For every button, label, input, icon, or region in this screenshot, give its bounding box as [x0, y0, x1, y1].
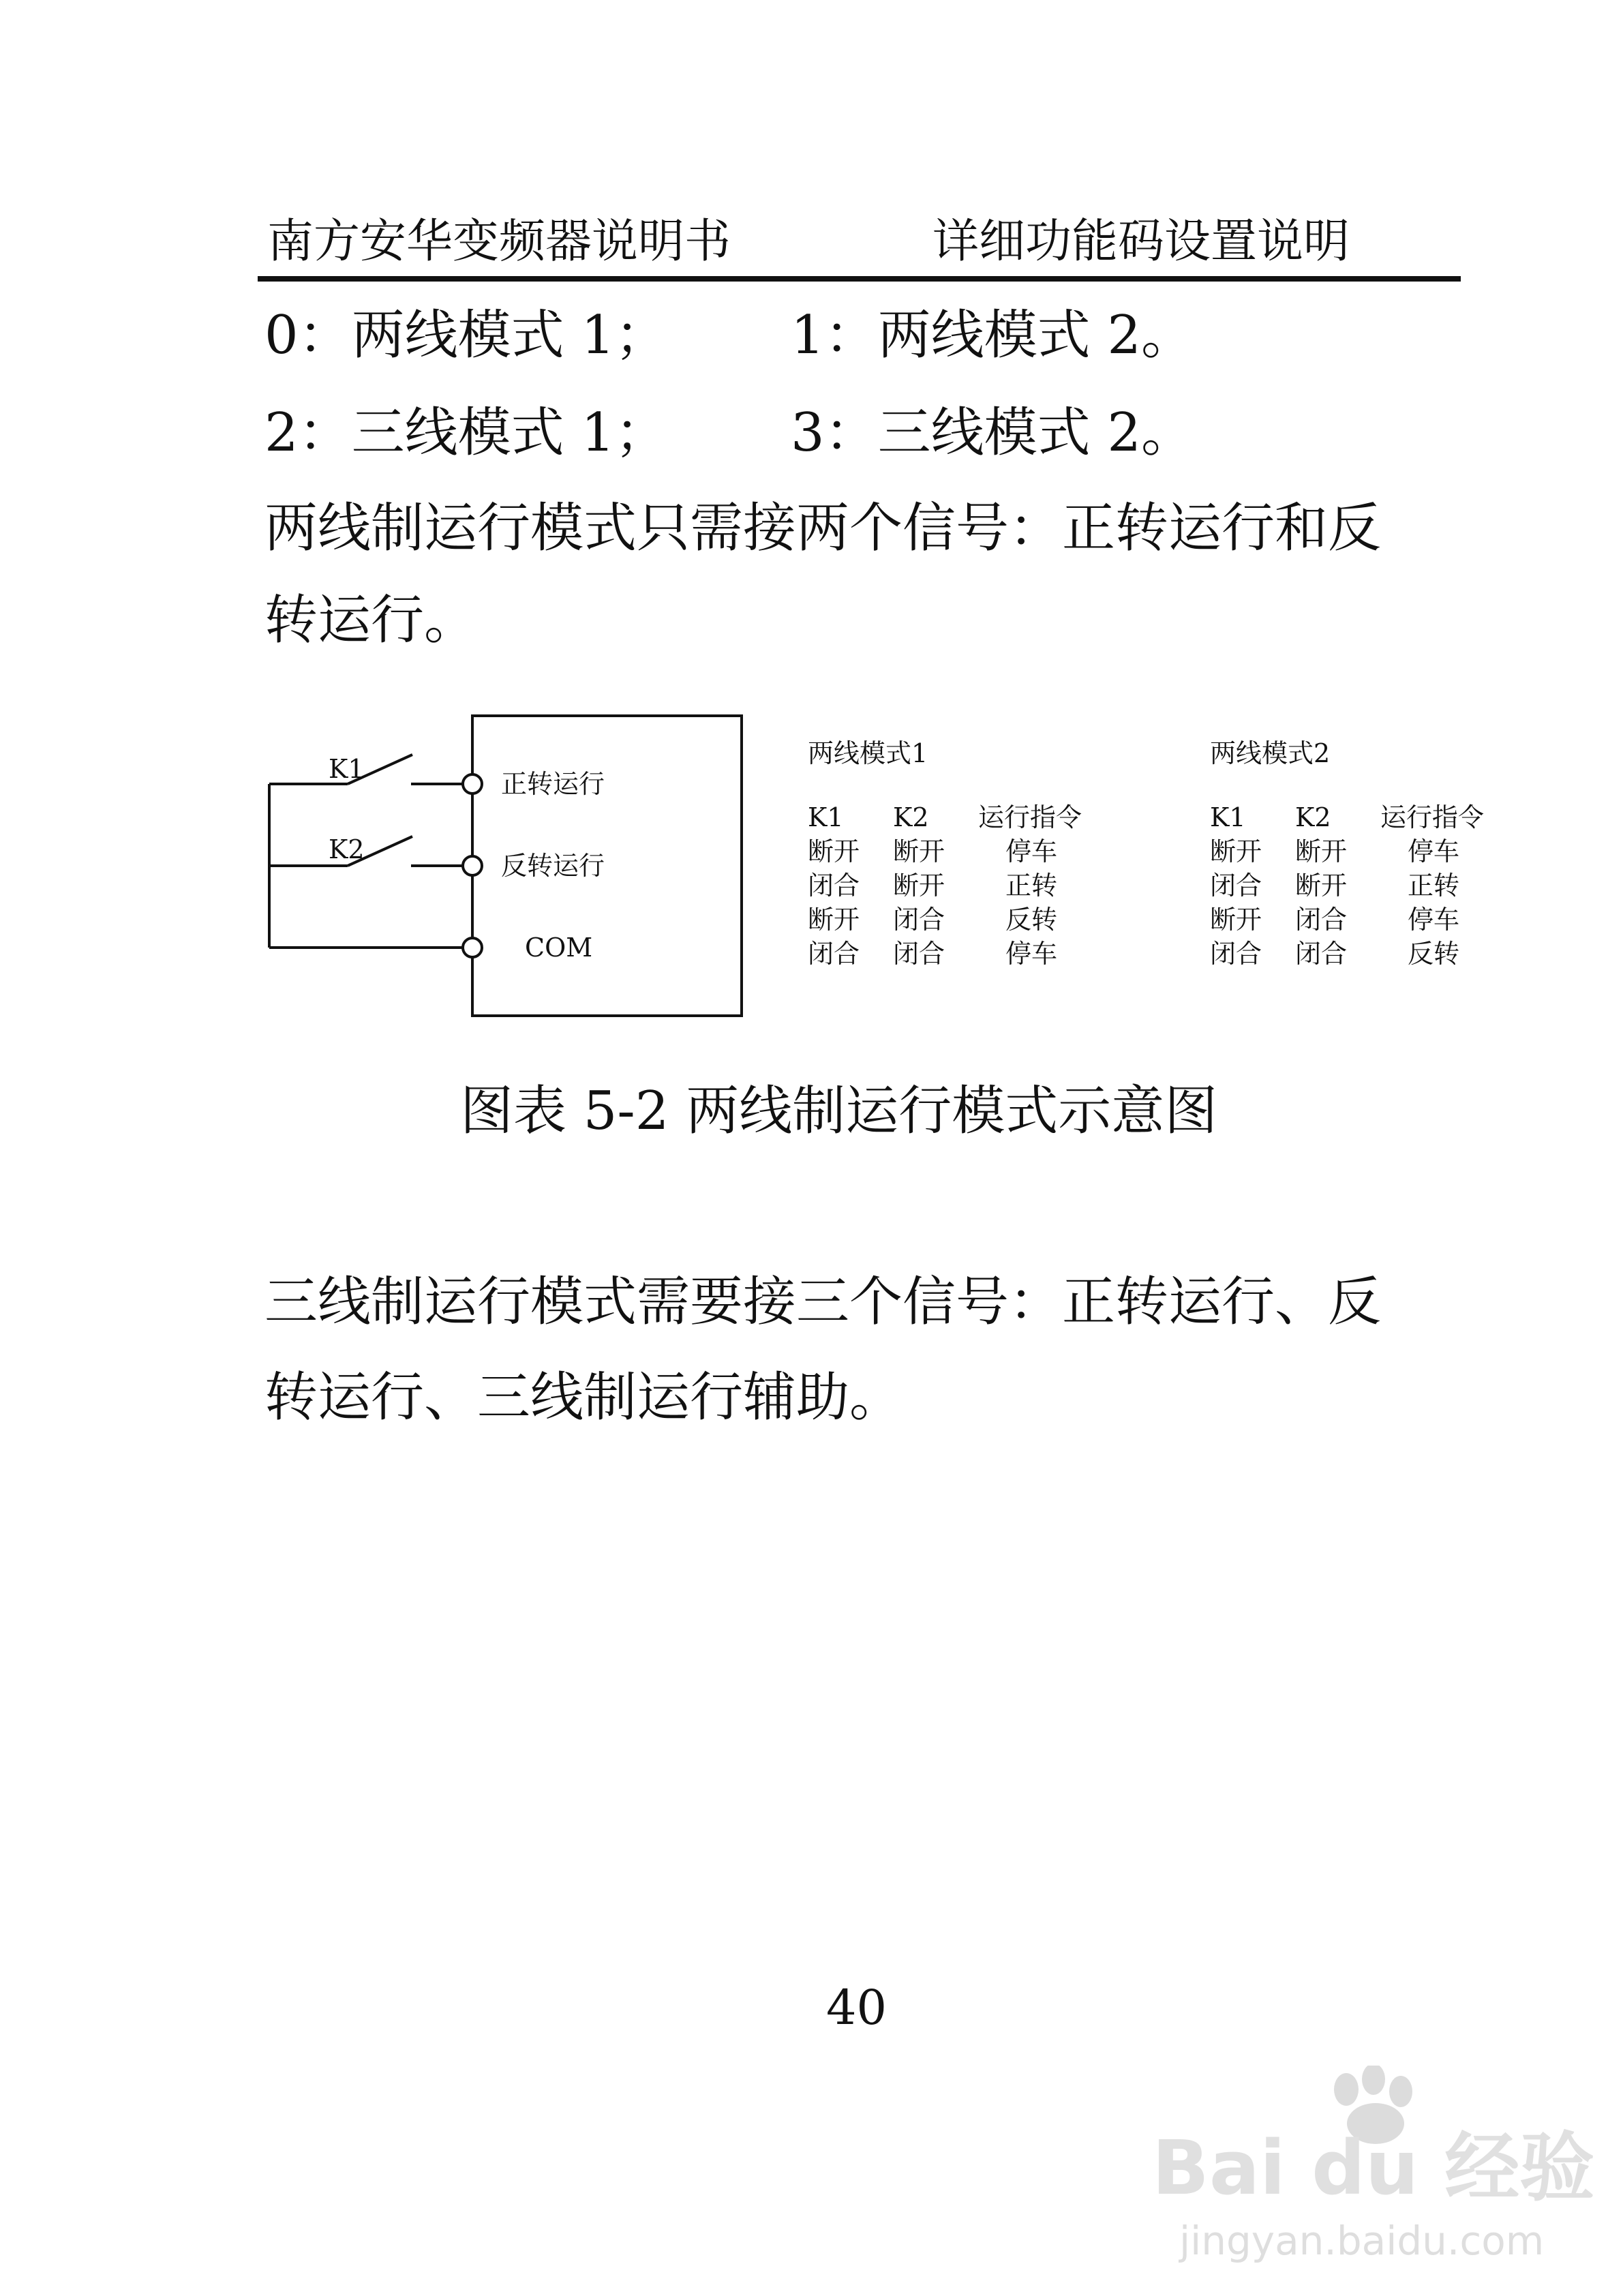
header-right-title: 详细功能码设置说明 — [932, 215, 1350, 269]
table-row — [808, 937, 1128, 971]
terminal-com-label: COM — [525, 933, 593, 963]
figure-caption: 图表 5-2 两线制运行模式示意图 — [460, 1081, 1218, 1142]
switch-k2-label: K2 — [329, 834, 365, 864]
table-cell: 闭合 — [1210, 939, 1262, 969]
table-cell: 断开 — [808, 836, 860, 866]
table-cell: 闭合 — [1295, 939, 1348, 969]
baidu-watermark — [1152, 2066, 1595, 2270]
table-row — [808, 903, 1128, 937]
table-row — [1210, 937, 1530, 971]
table-header-cell: 运行指令 — [1380, 802, 1485, 832]
header-left-title: 南方安华变频器说明书 — [267, 215, 731, 269]
table-row — [1210, 834, 1530, 868]
table-cell: 闭合 — [1210, 871, 1262, 901]
table-cell: 断开 — [1295, 871, 1348, 901]
table-row — [1210, 868, 1530, 903]
table-cell: 断开 — [1210, 905, 1262, 935]
table-cell: 断开 — [1295, 836, 1348, 866]
table-cell: 闭合 — [1295, 905, 1348, 935]
option-1: 1：两线模式 2。 — [791, 305, 1195, 366]
table-row — [808, 834, 1128, 868]
table-row — [1210, 903, 1530, 937]
mode-table-2-title: 两线模式2 — [1210, 738, 1331, 768]
table-cell: 反转 — [1408, 939, 1460, 969]
table-header-cell: 运行指令 — [978, 802, 1082, 832]
mode-table-1-title: 两线模式1 — [808, 738, 928, 768]
table-cell: 闭合 — [893, 939, 945, 969]
paragraph1-line1: 两线制运行模式只需接两个信号：正转运行和反 — [264, 498, 1382, 559]
paragraph2-line2: 转运行、三线制运行辅助。 — [264, 1367, 903, 1428]
table-header-cell: K2 — [893, 802, 929, 832]
watermark-logo-text: Bai du 经验 — [1152, 2124, 1595, 2211]
table-header-cell: K2 — [1295, 802, 1331, 832]
terminal-com-dot — [463, 938, 482, 957]
table-cell: 断开 — [893, 871, 945, 901]
terminal-forward-dot — [463, 774, 482, 794]
table-cell: 闭合 — [808, 939, 860, 969]
table-header-cell: K1 — [1210, 802, 1246, 832]
table-cell: 正转 — [1005, 871, 1058, 901]
terminal-reverse-dot — [463, 856, 482, 875]
mode-table-2 — [1210, 736, 1530, 971]
paragraph1-line2: 转运行。 — [264, 590, 478, 651]
table-cell: 停车 — [1408, 836, 1460, 866]
mode-table-2-header-row — [1210, 800, 1530, 834]
table-cell: 断开 — [1210, 836, 1262, 866]
switch-k1-label: K1 — [329, 754, 365, 784]
mode-table-1 — [808, 736, 1128, 971]
page-number: 40 — [826, 1980, 888, 2036]
table-cell: 停车 — [1005, 836, 1058, 866]
table-row — [808, 868, 1128, 903]
table-cell: 停车 — [1005, 939, 1058, 969]
option-0: 0：两线模式 1； — [264, 305, 669, 366]
terminal-forward-label: 正转运行 — [501, 769, 605, 799]
paragraph2-line1: 三线制运行模式需要接三个信号：正转运行、反 — [264, 1271, 1382, 1333]
table-cell: 闭合 — [893, 905, 945, 935]
table-header-cell: K1 — [808, 802, 844, 832]
terminal-reverse-label: 反转运行 — [501, 851, 605, 881]
option-2: 2：三线模式 1； — [264, 402, 669, 464]
table-cell: 断开 — [808, 905, 860, 935]
table-cell: 反转 — [1005, 905, 1058, 935]
option-3: 3：三线模式 2。 — [791, 402, 1195, 464]
watermark-url: jingyan.baidu.com — [1179, 2218, 1545, 2264]
table-cell: 停车 — [1408, 905, 1460, 935]
table-cell: 闭合 — [808, 871, 860, 901]
mode-table-1-header-row — [808, 800, 1128, 834]
table-cell: 断开 — [893, 836, 945, 866]
table-cell: 正转 — [1408, 871, 1460, 901]
